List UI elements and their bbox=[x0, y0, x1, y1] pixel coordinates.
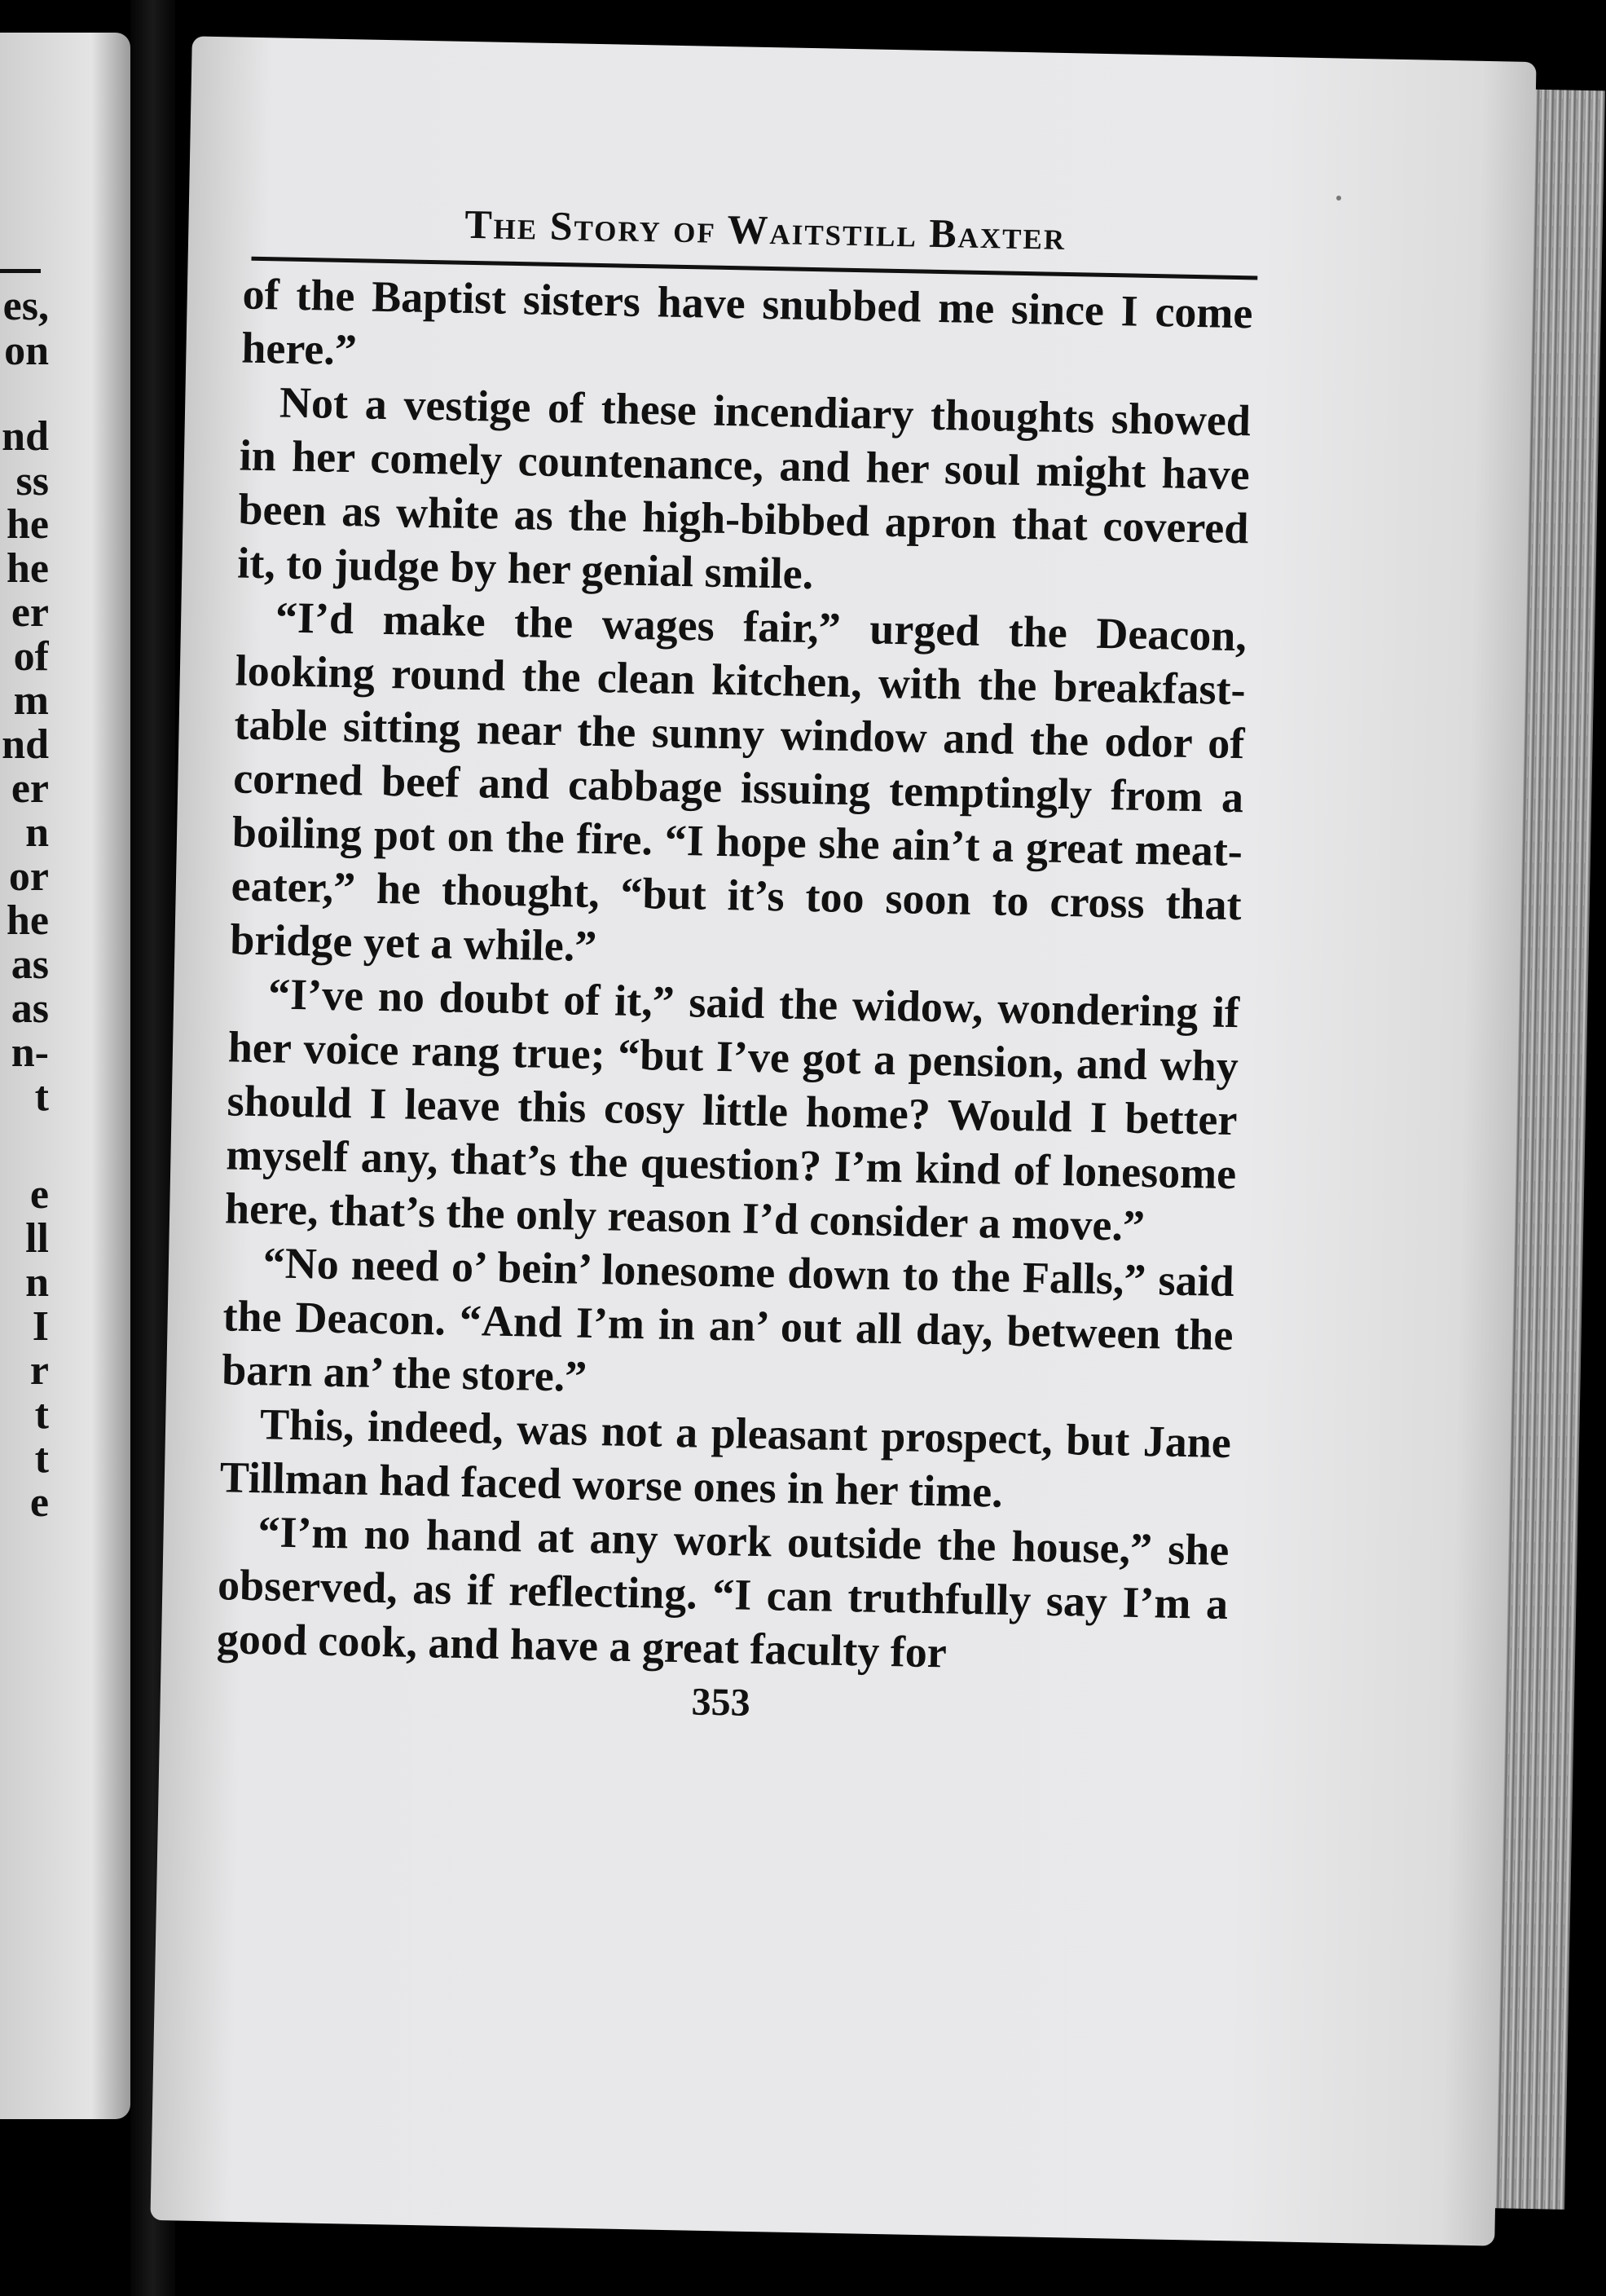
page-content bbox=[191, 196, 1279, 1735]
paragraph: “No need o’ bein’ lonesome down to the Falls,” said the Deacon. “And I’m in an’ out all day, between the barn an’ the store.” bbox=[221, 1238, 1235, 1401]
left-page-fragment: t bbox=[34, 1394, 49, 1436]
left-page-fragment: he bbox=[7, 900, 49, 942]
left-page-fragment: t bbox=[34, 1438, 49, 1480]
paragraph: This, indeed, was not a pleasant prospect, but Jane Tillman had faced worse ones in her time. bbox=[219, 1399, 1232, 1517]
left-page-fragment: ll bbox=[25, 1218, 49, 1260]
left-page-fragment: nd bbox=[2, 416, 49, 458]
left-page-fragment: of bbox=[13, 636, 49, 678]
left-page-fragment: er bbox=[11, 768, 49, 810]
paper-speck bbox=[1336, 196, 1341, 201]
left-page-fragment: he bbox=[7, 504, 49, 546]
left-page-fragment: m bbox=[13, 680, 49, 722]
left-page-fragment: er bbox=[11, 592, 49, 634]
paragraph: “I’d make the wages fair,” urged the Deacon, looking round the clean kitchen, with the breakfast-table sitting near the sunny window and the odor of corned beef and cabbage issuing temptingly from a boiling pot on the fire. “I hope she ain’t a great meat-eater,” he thought, “but it’s too soon to cross that bridge yet a while.” bbox=[229, 593, 1247, 972]
left-page-fragment: nd bbox=[2, 724, 49, 766]
body-text bbox=[216, 267, 1253, 1685]
paragraph: of the Baptist sisters have snubbed me since I come here.” bbox=[240, 269, 1254, 375]
left-page-fragment: as bbox=[11, 944, 49, 986]
paragraph: Not a vestige of these incendiary thoughts showed in her comely countenance, and her soul might have been as white as the high-bibbed apron that covered it, to judge by her genial smile. bbox=[236, 377, 1252, 599]
left-page-fragment: as bbox=[11, 988, 49, 1030]
left-page-fragment: ss bbox=[15, 461, 49, 503]
page-number: 353 bbox=[691, 1680, 751, 1725]
left-page-fragment: I bbox=[32, 1306, 49, 1348]
left-page-fragment: on bbox=[4, 330, 49, 372]
left-page-fragment: e bbox=[29, 1482, 49, 1524]
paragraph: “I’m no hand at any work outside the house,” she observed, as if reflecting. “I can truthfully say I’m a good cook, and have a great faculty for bbox=[216, 1507, 1230, 1677]
left-page-fragment: r bbox=[29, 1350, 49, 1392]
left-page-fragment: n bbox=[25, 812, 49, 854]
left-page-fragment: t bbox=[34, 1076, 49, 1118]
paragraph: “I’ve no doubt of it,” said the widow, wondering if her voice rang true; “but I’ve got a pension, and why should I leave this cosy little home? Would I better myself any, that’s the question? I’m kind of lonesome here, that’s the only reason I’d consider a move.” bbox=[224, 969, 1240, 1251]
left-page-rule bbox=[0, 269, 41, 273]
left-page-fragment: or bbox=[8, 856, 49, 898]
left-page-fragment: e bbox=[29, 1174, 49, 1216]
left-page-fragment: he bbox=[7, 548, 49, 590]
left-page-fragment: es, bbox=[2, 285, 49, 328]
left-page-fragment: n bbox=[25, 1262, 49, 1304]
left-page-fragment: n- bbox=[11, 1032, 49, 1074]
running-head: The Story of Waitstill Baxter bbox=[464, 201, 1067, 258]
